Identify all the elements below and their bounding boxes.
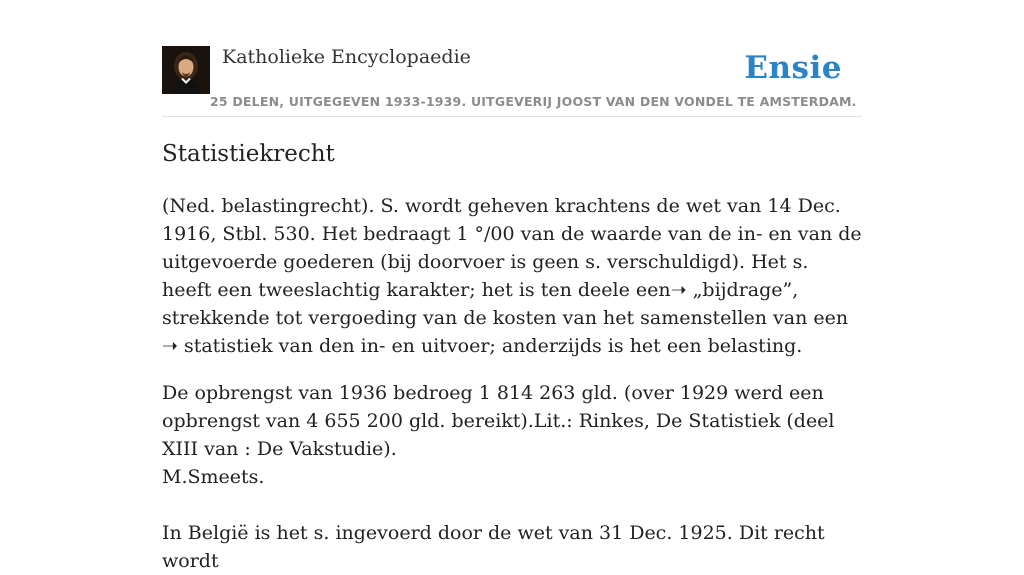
site-subtitle: 25 DELEN, UITGEGEVEN 1933-1939. UITGEVERIJ JOOST VAN DEN VONDEL TE AMSTERDAM. [210, 94, 857, 109]
site-header [162, 46, 862, 117]
article [162, 138, 862, 575]
page-title: Statistiekrecht [162, 141, 335, 167]
site-title[interactable]: Katholieke Encyclopaedie [222, 46, 471, 68]
brand-logo-link[interactable]: Ensie [744, 50, 842, 86]
portrait-icon [162, 46, 210, 94]
article-paragraph: (Ned. belastingrecht). S. wordt geheven krachtens de wet van 14 Dec. 1916, Stbl. 530. Het bedraagt 1 °/00 van de waarde van de in- en van de uitgevoerde goederen (bij doorvoer is geen s. verschuldigd). Het s. heeft een tweeslachtig karakter; het is ten deele een➝ „bijdrage”, strekkende tot vergoeding van de kosten van het samenstellen van een ➝ statistiek van den in- en uitvoer; anderzijds is het een belasting. [162, 195, 862, 357]
article-paragraph: De opbrengst van 1936 bedroeg 1 814 263 gld. (over 1929 werd een opbrengst van 4 655 200 gld. bereikt).Lit.: Rinkes, De Statistiek (deel XIII van : De Vakstudie). [162, 382, 835, 460]
article-paragraph: In België is het s. ingevoerd door de wet van 31 Dec. 1925. Dit recht wordt [162, 522, 825, 572]
author-signature: M.Smeets. [162, 466, 265, 488]
avatar[interactable] [162, 46, 210, 94]
